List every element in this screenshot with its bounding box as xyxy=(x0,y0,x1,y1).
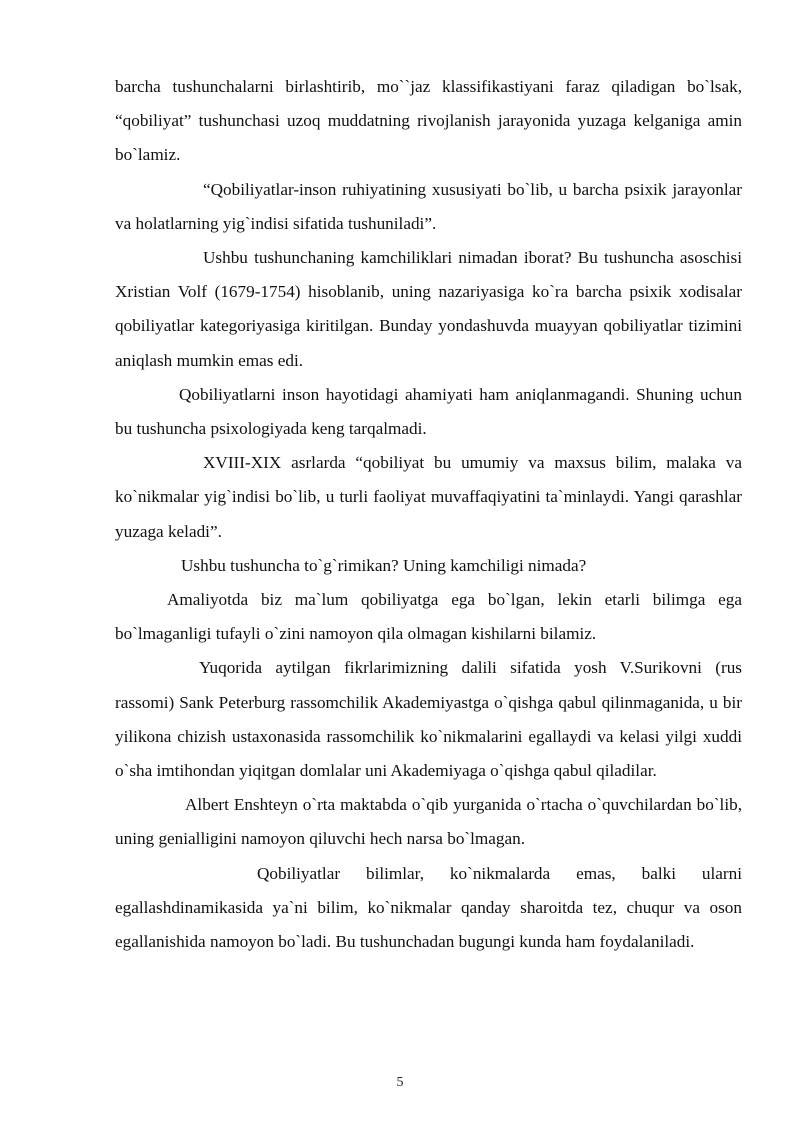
paragraph-10: Qobiliyatlar bilimlar, ko`nikmalarda emas, balki ularni egallashdinamikasida ya`ni bilim, ko`nikmalar qanday sharoitda tez, chuqur va oson egallanishida namoyon bo`ladi. Bu tushunchadan bugungi kunda ham foydalaniladi. xyxy=(115,863,742,952)
paragraph-1: barcha tushunchalarni birlashtirib, mo``jaz klassifikastiyani faraz qiladigan bo`lsak, “qobiliyat” tushunchasi uzoq muddatning rivojlanish jarayonida yuzaga kelganiga amin bo`lamiz. xyxy=(115,77,742,165)
paragraph-5: XVIII-XIX asrlarda “qobiliyat bu umumiy va maxsus bilim, malaka va ko`nikmalar yig`indisi bo`lib, u turli faoliyat muvaffaqiyatini ta`minlaydi. Yangi qarashlar yuzaga keladi”. xyxy=(115,453,742,541)
paragraph-9: Albert Enshteyn o`rta maktabda o`qib yurganida o`rtacha o`quvchilardan bo`lib, uning genialligini namoyon qiluvchi hech narsa bo`lmagan. xyxy=(115,795,742,849)
paragraph-2: “Qobiliyatlar-inson ruhiyatining xususiyati bo`lib, u barcha psixik jarayonlar va holatlarning yig`indisi sifatida tushuniladi”. xyxy=(115,179,742,233)
paragraph-7: Amaliyotda biz ma`lum qobiliyatga ega bo`lgan, lekin etarli bilimga ega bo`lmaganligi tufayli o`zini namoyon qila olmagan kishilarni bilamiz. xyxy=(115,590,742,644)
paragraph-8: Yuqorida aytilgan fikrlarimizning dalili sifatida yosh V.Surikovni (rus rassomi) Sank Peterburg rassomchilik Akademiyastga o`qishga qabul qilinmaganida, u bir yilikona chizish ustaxonasida rassomchilik ko`nikmalarini egallaydi va kelasi yilgi xuddi o`sha imtihondan yiqitgan domlalar uni Akademiyaga o`qishga qabul qiladilar. xyxy=(115,658,742,781)
page-number: 5 xyxy=(396,1075,404,1090)
paragraph-3: Ushbu tushunchaning kamchiliklari nimadan iborat? Bu tushuncha asoschisi Xristian Volf (1679-1754) hisoblanib, uning nazariyasiga ko`ra barcha psixik xodisalar qobiliyatlar kategoriyasiga kiritilgan. Bunday yondashuvda muayyan qobiliyatlar tizimini aniqlash mumkin emas edi. xyxy=(115,248,742,370)
paragraph-6: Ushbu tushuncha to`g`rimikan? Uning kamchiligi nimada? xyxy=(181,555,587,575)
paragraph-4: Qobiliyatlarni inson hayotidagi ahamiyati ham aniqlanmagandi. Shuning uchun bu tushuncha psixologiyada keng tarqalmadi. xyxy=(115,384,742,439)
